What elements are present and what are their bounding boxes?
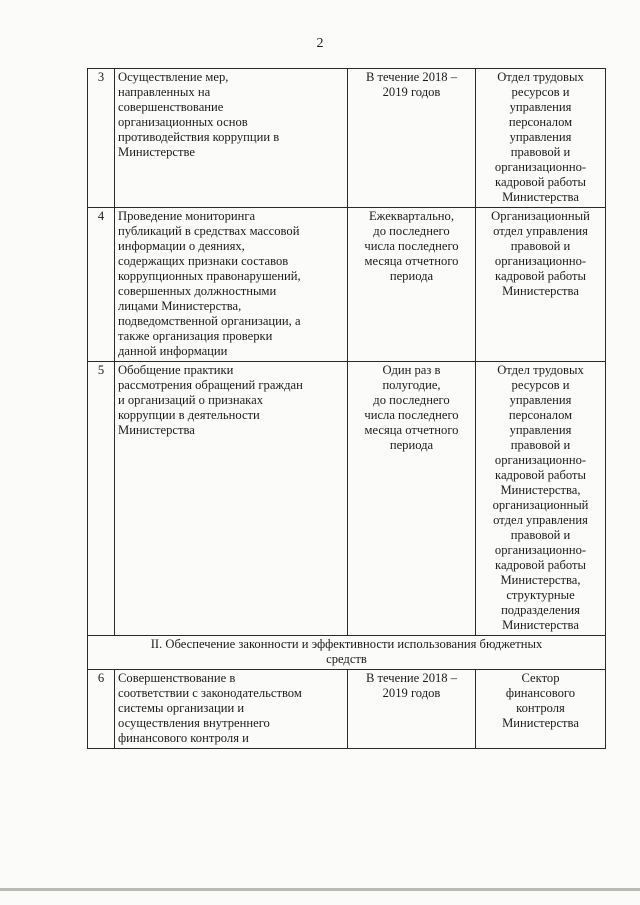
deadline-cell: Один раз в полугодие, до последнего числа последнего месяца отчетного периода: [348, 362, 476, 636]
responsible-cell: Организационный отдел управления правовой и организационно- кадровой работы Министерства: [476, 208, 606, 362]
scan-edge-line: [0, 888, 640, 891]
deadline-cell: В течение 2018 – 2019 годов: [348, 69, 476, 208]
table-row: [88, 208, 606, 362]
page-number: 2: [316, 36, 324, 51]
section-heading-row: [88, 636, 606, 670]
deadline-cell: Ежеквартально, до последнего числа последнего месяца отчетного периода: [348, 208, 476, 362]
measure-cell: Проведение мониторинга публикаций в средствах массовой информации о деяниях, содержащих признаки составов коррупционных правонарушений, совершенных должностными лицами Министерства, подведомственной организации, а также организация проверки данной информации: [115, 208, 348, 362]
table-row: [88, 362, 606, 636]
table-row: [88, 69, 606, 208]
row-number: 3: [88, 69, 115, 208]
deadline-cell: В течение 2018 – 2019 годов: [348, 670, 476, 749]
row-number: 4: [88, 208, 115, 362]
action-plan-table: [87, 68, 606, 749]
row-number: 5: [88, 362, 115, 636]
responsible-cell: Отдел трудовых ресурсов и управления персоналом управления правовой и организационно- кадровой работы Министерства, организационный отдел управления правовой и организационно- кадровой работы Министерства, структурные подразделения Министерства: [476, 362, 606, 636]
responsible-cell: Сектор финансового контроля Министерства: [476, 670, 606, 749]
table-row: [88, 670, 606, 749]
measure-cell: Обобщение практики рассмотрения обращений граждан и организаций о признаках коррупции в деятельности Министерства: [115, 362, 348, 636]
measure-cell: Осуществление мер, направленных на совершенствование организационных основ противодействия коррупции в Министерстве: [115, 69, 348, 208]
section-heading: II. Обеспечение законности и эффективности использования бюджетных средств: [88, 636, 606, 670]
measure-cell: Совершенствование в соответствии с законодательством системы организации и осуществления внутреннего финансового контроля и: [115, 670, 348, 749]
responsible-cell: Отдел трудовых ресурсов и управления персоналом управления правовой и организационно- кадровой работы Министерства: [476, 69, 606, 208]
row-number: 6: [88, 670, 115, 749]
